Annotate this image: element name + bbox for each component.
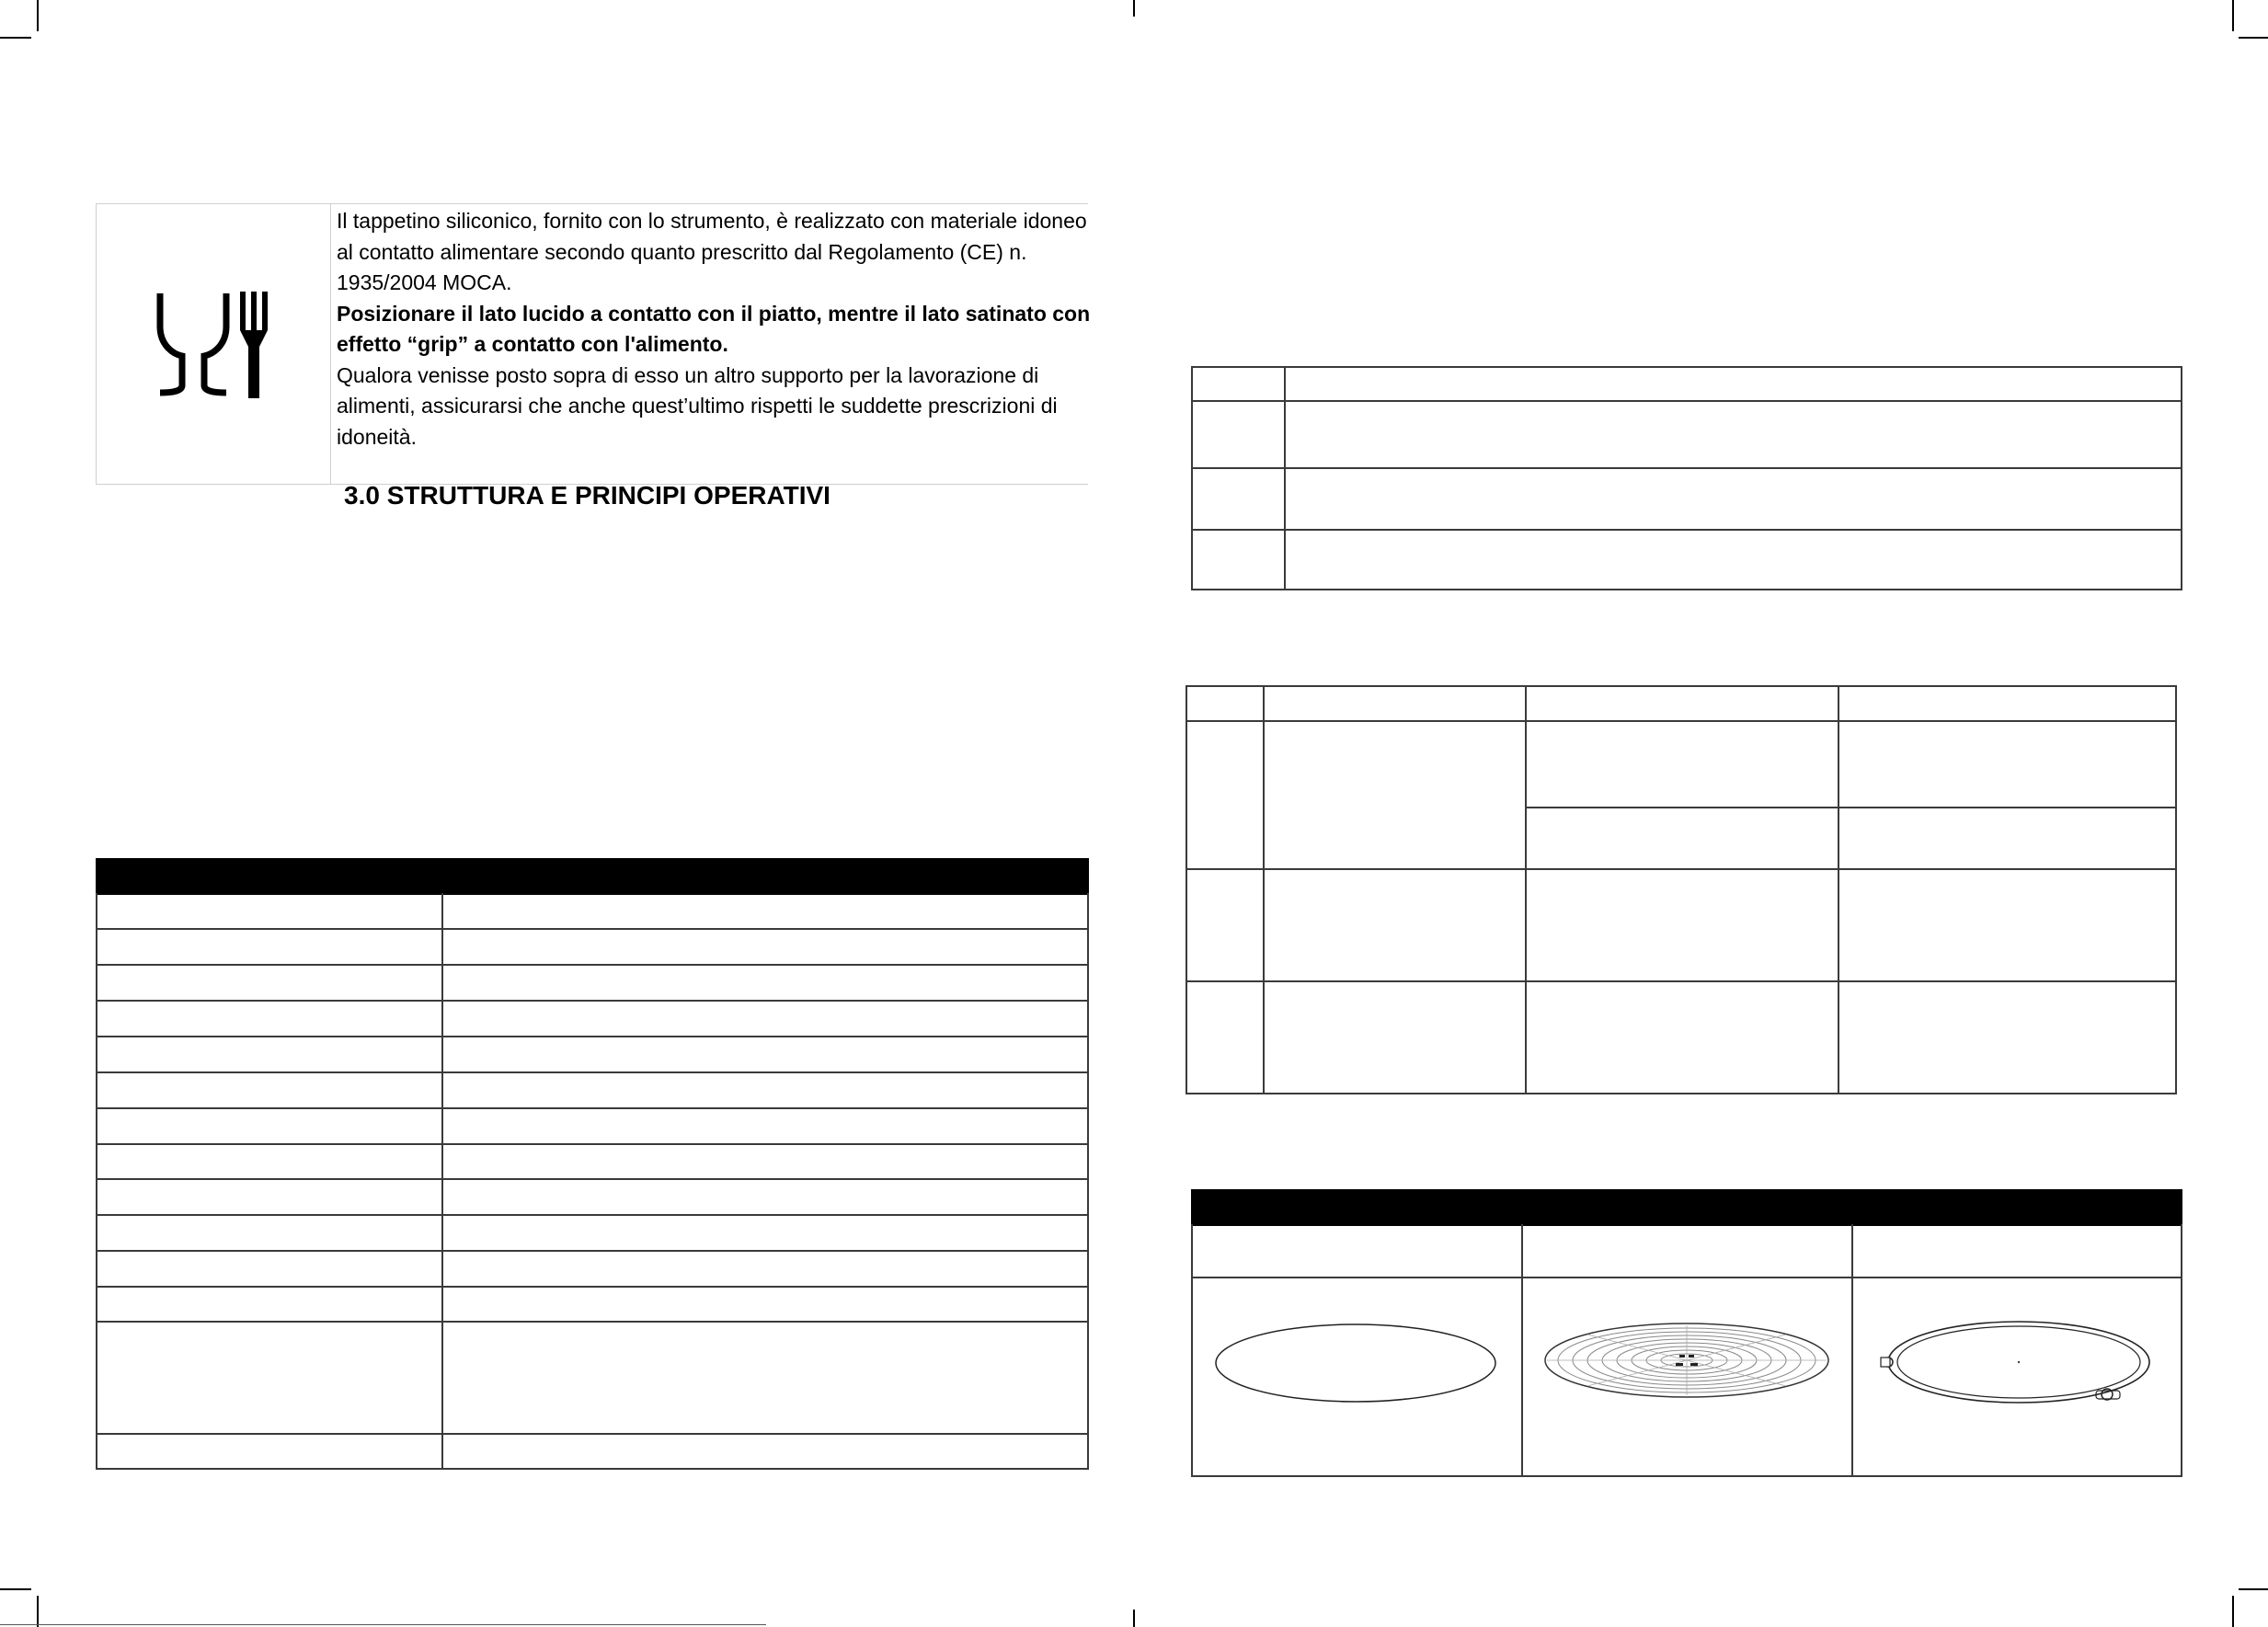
notice-paragraph-3: Qualora venisse posto sopra di esso un altro supporto per la lavorazione di alimenti, assicurarsi che anche quest’ultimo rispetti le suddette prescrizioni di idoneità. bbox=[337, 362, 1058, 449]
turntable-plate-illustration bbox=[1541, 1321, 1832, 1400]
bottom-rule bbox=[0, 1624, 766, 1625]
accessories-table-column-divider bbox=[1521, 1224, 1523, 1477]
crop-mark bbox=[2239, 37, 2268, 39]
notice-divider bbox=[330, 203, 331, 485]
cooking-table-row bbox=[1186, 980, 2177, 982]
controls-table-row bbox=[1191, 467, 2182, 469]
crop-mark bbox=[0, 1588, 31, 1590]
spec-table-row bbox=[96, 1433, 1089, 1435]
cooking-table-row bbox=[1186, 720, 2177, 722]
silicone-mat-illustration bbox=[1212, 1321, 1499, 1405]
accessories-table-row bbox=[1191, 1277, 2182, 1278]
spec-table-row bbox=[96, 1000, 1089, 1002]
spec-table-row bbox=[96, 928, 1089, 930]
spec-table-row bbox=[96, 964, 1089, 966]
cooking-table-column-divider bbox=[1263, 685, 1265, 1094]
spec-table-row bbox=[96, 1107, 1089, 1109]
spec-table-column-divider bbox=[441, 893, 443, 1470]
cooking-table bbox=[1186, 685, 2177, 1094]
spec-table-row bbox=[96, 1071, 1089, 1073]
crop-mark bbox=[37, 1596, 39, 1627]
notice-paragraph-1: Il tappetino siliconico, fornito con lo strumento, è realizzato con materiale idoneo al contatto alimentare secondo quanto prescritto dal Regolamento (CE) n. 1935/2004 MOCA. bbox=[337, 209, 1087, 294]
cooking-table-row bbox=[1186, 868, 2177, 870]
notice-paragraph-2: Posizionare il lato lucido a contatto con il piatto, mentre il lato satinato con effetto “grip” a contatto con l'alimento. bbox=[337, 301, 1091, 356]
spec-table bbox=[96, 893, 1089, 1470]
food-safe-glass-fork-icon bbox=[156, 290, 271, 400]
crop-mark bbox=[37, 0, 39, 31]
cooking-table-column-divider bbox=[1525, 685, 1527, 1094]
spec-table-row bbox=[96, 1214, 1089, 1216]
crop-mark bbox=[2232, 1596, 2234, 1627]
roller-ring-illustration bbox=[1872, 1313, 2157, 1415]
section-title: 3.0 STRUTTURA E PRINCIPI OPERATIVI bbox=[344, 481, 830, 510]
notice-text bbox=[337, 206, 1091, 453]
crop-mark bbox=[2232, 0, 2234, 31]
spec-table-row bbox=[96, 1178, 1089, 1180]
crop-mark bbox=[0, 37, 31, 39]
spec-table-row bbox=[96, 1321, 1089, 1323]
spec-table-row bbox=[96, 1143, 1089, 1145]
controls-table-row bbox=[1191, 529, 2182, 531]
spec-table-row bbox=[96, 1286, 1089, 1288]
crop-mark bbox=[1133, 1610, 1135, 1627]
accessories-table-header bbox=[1191, 1189, 2182, 1226]
spec-table-header bbox=[96, 858, 1089, 895]
crop-mark bbox=[1133, 0, 1135, 17]
cooking-table-column-divider bbox=[1838, 685, 1839, 1094]
crop-mark bbox=[2239, 1588, 2268, 1590]
spec-table-row bbox=[96, 1250, 1089, 1252]
spec-table-row bbox=[96, 1036, 1089, 1037]
accessories-table-column-divider bbox=[1851, 1224, 1853, 1477]
cooking-table-row bbox=[1525, 807, 2177, 808]
controls-table-row bbox=[1191, 400, 2182, 402]
